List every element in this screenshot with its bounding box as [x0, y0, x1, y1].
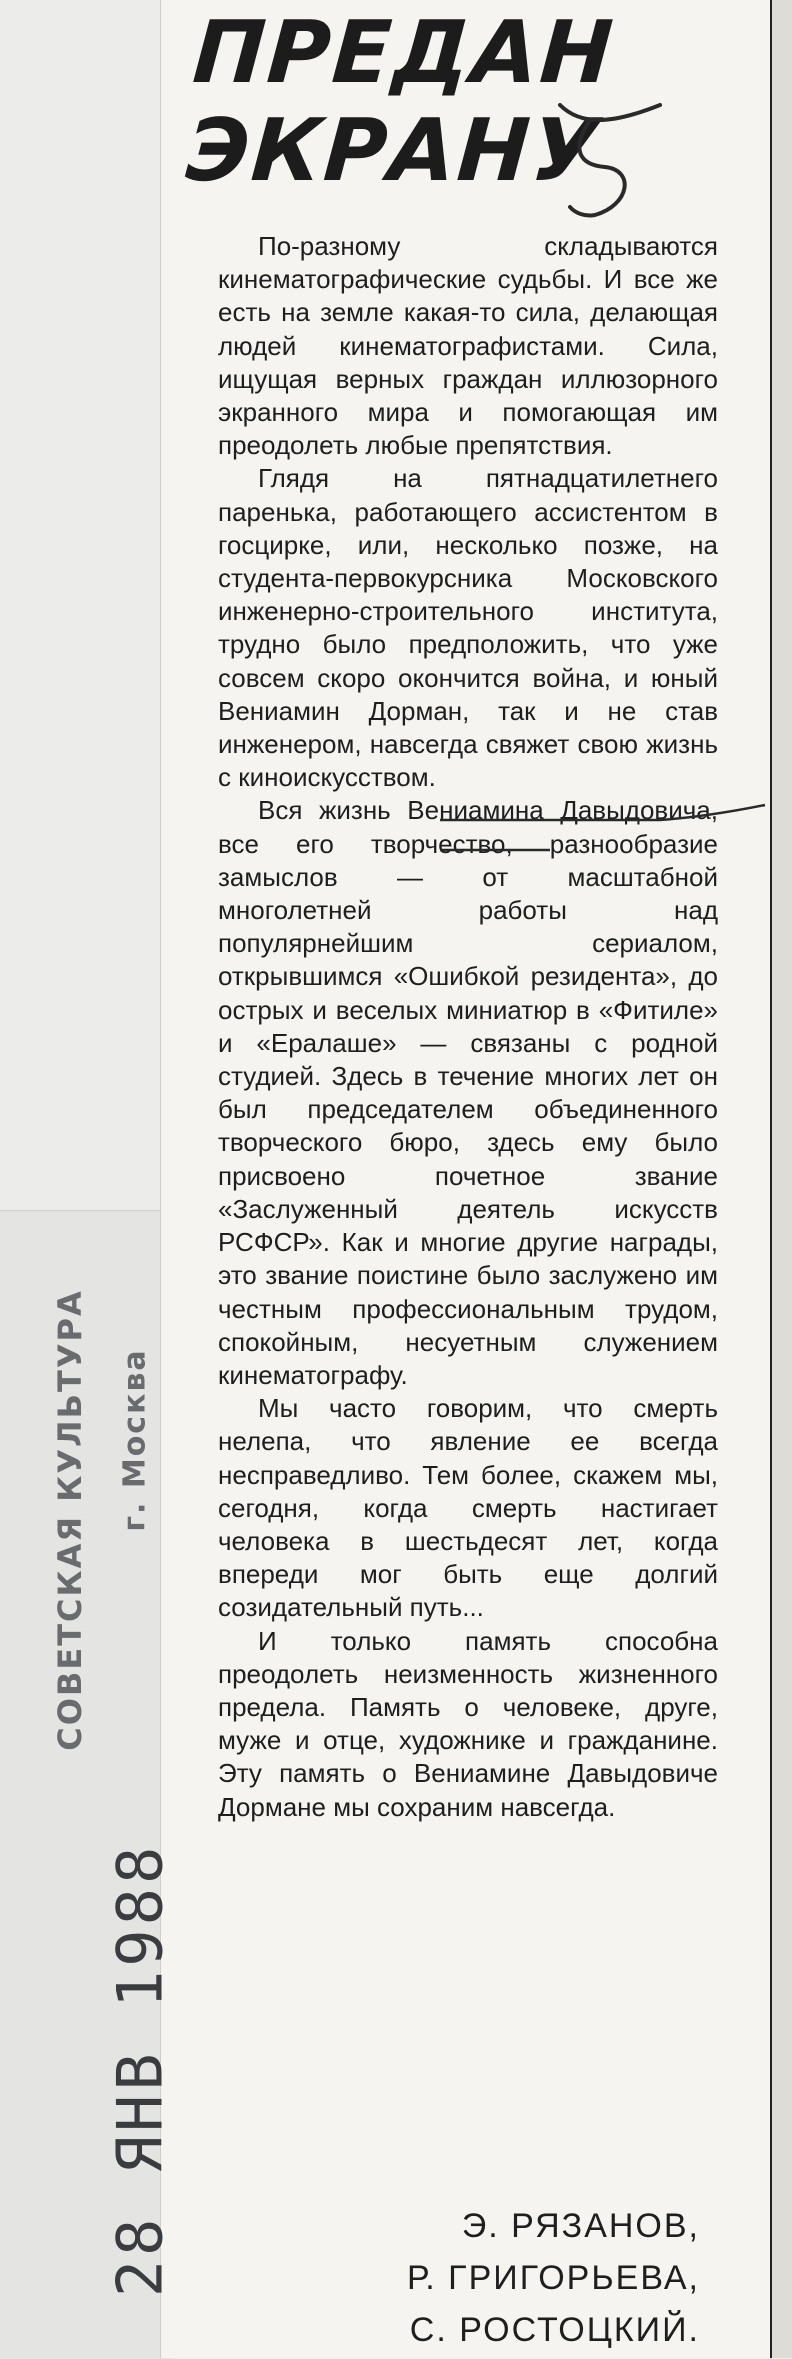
signature-3: С. РОСТОЦКИЙ. — [409, 2311, 700, 2349]
article-paragraph: По-разному складываются кинематографические судьбы. И все же есть на земле какая-то сила, делающая людей кинематографистами. Сила, ищущая верных граждан иллюзорного экранного мира и помогающая им преодолеть любые препятствия. — [218, 231, 718, 461]
date-stamp: 28 ЯНВ 1988 — [103, 1842, 177, 2298]
publication-stamp: СОВЕТСКАЯ КУЛЬТУРА — [51, 1289, 89, 1751]
handwritten-mark-icon — [550, 95, 670, 225]
signature-1: Э. РЯЗАНОВ, — [461, 2207, 700, 2245]
article-paragraph: Мы часто говорим, что смерть нелепа, что явление ее всегда несправедливо. Тем более, скажем мы, сегодня, когда смерть настигает человека в шестьдесят лет, когда впереди мог быть еще долгий созидательный путь... — [218, 1393, 718, 1623]
article-paragraph: Вся жизнь Вениамина Давыдовича, все его творчество, разнообразие замыслов — от масштабной многолетней работы над популярнейшим сериалом, открывшимся «Ошибкой резидента», до острых и веселых миниатюр в «Фитиле» и «Ералаше» — связаны с родной студией. Здесь в течение многих лет он был председателем объединенного творческого бюро, здесь ему было присвоено почетное звание «Заслуженный деятель искусств РСФСР». Как и многие другие награды, это звание поистине было заслужено им честным профессиональным трудом, спокойным, несуетным служением кинематографу. — [218, 795, 718, 1390]
city-stamp: г. Москва — [117, 1348, 153, 1532]
album-spine — [770, 0, 792, 2358]
article-paragraph: И только память способна преодолеть неизменность жизненного предела. Память о человеке, друге, муже и отце, художнике и гражданине. Эту память о Вениамине Давыдовиче Дормане мы сохраним навсегда. — [218, 1625, 718, 1822]
signature-2: Р. ГРИГОРЬЕВА, — [407, 2259, 700, 2297]
headline-line-2: ЭКРАНУ — [183, 101, 604, 201]
article-body — [218, 230, 718, 1824]
signatures — [380, 2200, 700, 2356]
headline-line-1: ПРЕДАН — [189, 3, 618, 103]
article-paragraph: Глядя на пятнадцатилетнего паренька, работающего ассистентом в госцирке, или, несколько позже, на студента-первокурсника Московского инженерно-строительного института, трудно было предположить, что уже совсем скоро окончится война, и юный Вениамин Дорман, так и не став инженером, навсегда свяжет свою жизнь с киноискусством. — [218, 463, 718, 793]
pen-underline — [430, 800, 770, 880]
